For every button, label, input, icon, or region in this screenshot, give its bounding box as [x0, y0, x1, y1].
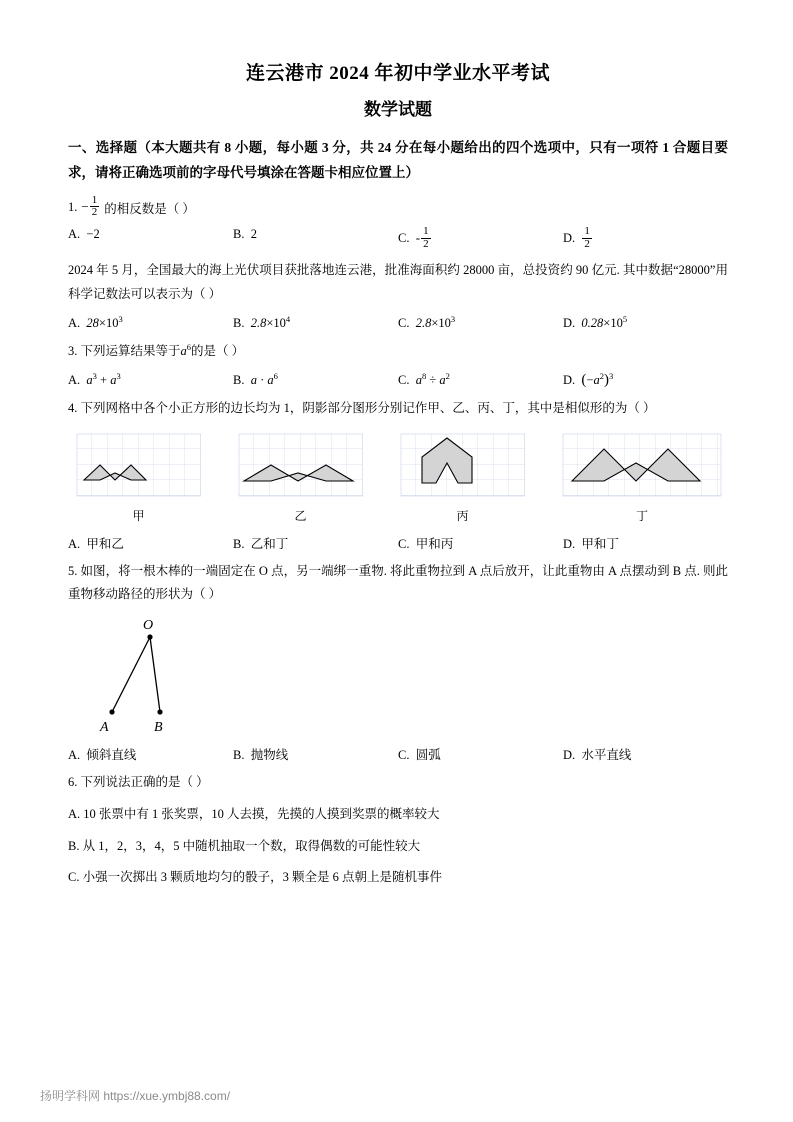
- option-5-C[interactable]: [398, 745, 563, 763]
- option-3-C[interactable]: C. $a^8 \div a^2$: [398, 370, 450, 387]
- option-4-D-label: D.: [563, 536, 576, 551]
- figure-yi-svg: [238, 433, 363, 503]
- option-1-B-label: B.: [233, 227, 245, 242]
- option-2-B[interactable]: [233, 314, 398, 331]
- q1-frac-denominator: 2: [91, 206, 98, 219]
- option-2-D[interactable]: [563, 314, 728, 331]
- question-1-number: 1.: [68, 200, 78, 215]
- question-3-number: 3.: [68, 343, 78, 358]
- option-5-A[interactable]: [68, 745, 233, 763]
- page-content: [68, 58, 728, 890]
- option-2-B-base: 2.8: [250, 315, 267, 330]
- option-4-C-label: C.: [398, 536, 410, 551]
- question-3-options: [68, 371, 728, 389]
- option-1-A-value: −2: [86, 227, 100, 242]
- question-3-text-pre: 下列运算结果等于: [80, 343, 181, 358]
- page-subtitle: 数学试题: [364, 100, 432, 119]
- option-1-C-label: C.: [398, 230, 410, 245]
- question-5-options: [68, 745, 728, 763]
- pendulum-label-B: B: [154, 720, 163, 736]
- option-4-C-value: 甲和丙: [415, 536, 454, 551]
- question-3-a: a: [180, 343, 187, 358]
- option-3-A[interactable]: A. $a^3 + a^3$: [68, 370, 121, 387]
- question-6-text: 下列说法正确的是（ ）: [80, 775, 209, 790]
- option-2-C-exp: 3: [450, 313, 456, 324]
- figure-bing-label: 丙: [456, 508, 469, 523]
- option-2-C[interactable]: [398, 314, 563, 331]
- section-heading: 一、选择题（本大题共有 8 小题，每小题 3 分，共 24 分在每小题给出的四个选项中，只有一项符 1 合题目要求，请将正确选项前的字母代号填涂在答题卡相应位置上）: [68, 140, 728, 180]
- option-2-B-exp: 4: [285, 313, 291, 324]
- question-5-diagram: [98, 613, 728, 743]
- option-2-A-base: 28: [86, 315, 99, 330]
- option-2-C-base: 2.8: [415, 315, 432, 330]
- option-5-C-value: 圆弧: [415, 748, 441, 763]
- question-5-number: 5.: [68, 563, 78, 578]
- option-1-C[interactable]: C. - $\frac{1}{2}$: [398, 225, 429, 250]
- option-4-B-label: B.: [233, 536, 245, 551]
- option-5-D-label: D.: [563, 748, 576, 763]
- question-5-text: 如图，将一根木棒的一端固定在 O 点，另一端绑一重物. 将此重物拉到 A 点后放开，让此重物由 A 点摆动到 B 点. 则此重物移动路径的形状为（ ）: [68, 563, 729, 602]
- option-2-B-mant: ×10: [266, 315, 286, 330]
- option-2-A-label: A.: [68, 315, 81, 330]
- option-3-B-label: B.: [233, 372, 245, 387]
- figure-bing: [400, 433, 525, 524]
- option-3-C-label: C.: [398, 372, 410, 387]
- figure-jia-label: 甲: [132, 508, 145, 523]
- figure-ding: [562, 433, 722, 524]
- pendulum-label-A: A: [100, 720, 109, 736]
- question-2-text: 2024 年 5 月，全国最大的海上光伏项目获批落地连云港，批准海面积约 28000 亩，总投资约 90 亿元. 其中数据“28000”用科学记数法可以表示为（ ）: [68, 263, 728, 301]
- option-3-D-label: D.: [563, 372, 576, 387]
- watermark-footer: 扬明学科网 https://xue.ymbj88.com/: [40, 1089, 231, 1103]
- option-5-A-label: A.: [68, 748, 81, 763]
- option-1-D-label: D.: [563, 230, 576, 245]
- pendulum-svg: [98, 613, 268, 738]
- option-5-D-value: 水平直线: [581, 748, 632, 763]
- pendulum-label-O: O: [143, 618, 154, 634]
- option-1-B[interactable]: [233, 227, 398, 251]
- q1-frac-numerator: 1: [91, 193, 98, 206]
- option-4-A[interactable]: [68, 534, 233, 552]
- option-4-A-value: 甲和乙: [86, 536, 124, 551]
- question-1-text: 的相反数是（ ）: [104, 201, 195, 216]
- figure-ding-svg: [562, 433, 722, 503]
- question-2-options: [68, 314, 728, 331]
- option-2-A[interactable]: [68, 314, 233, 331]
- option-4-B-value: 乙和丁: [250, 536, 289, 551]
- option-3-A-label: A.: [68, 372, 81, 387]
- option-2-A-exp: 3: [118, 313, 123, 324]
- option-5-B-label: B.: [233, 748, 245, 763]
- question-4-options: [68, 534, 728, 552]
- figure-jia-svg: [76, 433, 201, 503]
- question-1-fraction: − $\frac{1}{2}$: [81, 193, 98, 219]
- question-6-number: 6.: [68, 775, 78, 790]
- option-5-D[interactable]: [563, 745, 728, 763]
- option-6-B[interactable]: B. 从 1，2，3，4，5 中随机抽取一个数，取得偶数的可能性较大: [68, 838, 421, 853]
- question-2: [68, 259, 728, 307]
- option-4-D-value: 甲和丁: [581, 536, 619, 551]
- question-3-exp: 6: [186, 341, 192, 352]
- option-5-B-value: 抛物线: [250, 748, 289, 763]
- option-6-A[interactable]: A. 10 张票中有 1 张奖票，10 人去摸，先摸的人摸到奖票的概率较大: [68, 806, 440, 821]
- option-3-B[interactable]: B. $a \cdot a^6$: [233, 370, 278, 387]
- question-4-text: 下列网格中各个小正方形的边长均为 1，阴影部分图形分别记作甲、乙、丙、丁，其中是相似形的为（ ）: [80, 400, 656, 415]
- option-1-D[interactable]: D. $\frac{1}{2}$: [563, 225, 590, 250]
- option-2-D-mant: ×10: [603, 315, 623, 330]
- option-4-A-label: A.: [68, 536, 81, 551]
- question-1: [68, 193, 728, 220]
- question-1-options: [68, 227, 728, 251]
- figure-yi-label: 乙: [294, 508, 307, 523]
- figure-jia: [76, 433, 201, 524]
- figure-bing-svg: [400, 433, 525, 503]
- question-4: [68, 397, 728, 421]
- option-4-B[interactable]: [233, 534, 398, 552]
- option-1-B-value: 2: [250, 227, 257, 242]
- option-2-C-label: C.: [398, 315, 410, 330]
- option-4-C[interactable]: [398, 534, 563, 552]
- option-3-D[interactable]: D. $(-a^2)^3$: [563, 370, 614, 388]
- option-2-A-mant: ×10: [98, 315, 119, 330]
- question-6: [68, 771, 728, 795]
- option-2-D-label: D.: [563, 315, 576, 330]
- option-2-C-mant: ×10: [431, 315, 451, 330]
- option-1-A[interactable]: [68, 227, 233, 251]
- question-4-number: 4.: [68, 400, 78, 415]
- option-5-C-label: C.: [398, 748, 410, 763]
- option-4-D[interactable]: [563, 534, 728, 552]
- option-1-A-label: A.: [68, 227, 81, 242]
- option-2-D-base: 0.28: [581, 315, 604, 330]
- option-5-A-value: 倾斜直线: [86, 748, 137, 763]
- page-title: 连云港市 2024 年初中学业水平考试: [245, 63, 550, 84]
- question-3: [68, 339, 728, 364]
- figure-ding-label: 丁: [635, 508, 648, 523]
- option-2-D-exp: 5: [622, 313, 628, 324]
- option-2-B-label: B.: [233, 315, 245, 330]
- question-3-text-post: 的是（ ）: [191, 343, 245, 358]
- option-5-B[interactable]: [233, 745, 398, 763]
- option-6-C[interactable]: C. 小强一次掷出 3 颗质地均匀的骰子，3 颗全是 6 点朝上是随机事件: [68, 870, 442, 885]
- question-4-figures: [68, 433, 728, 524]
- question-5: [68, 560, 728, 608]
- figure-yi: [238, 433, 363, 524]
